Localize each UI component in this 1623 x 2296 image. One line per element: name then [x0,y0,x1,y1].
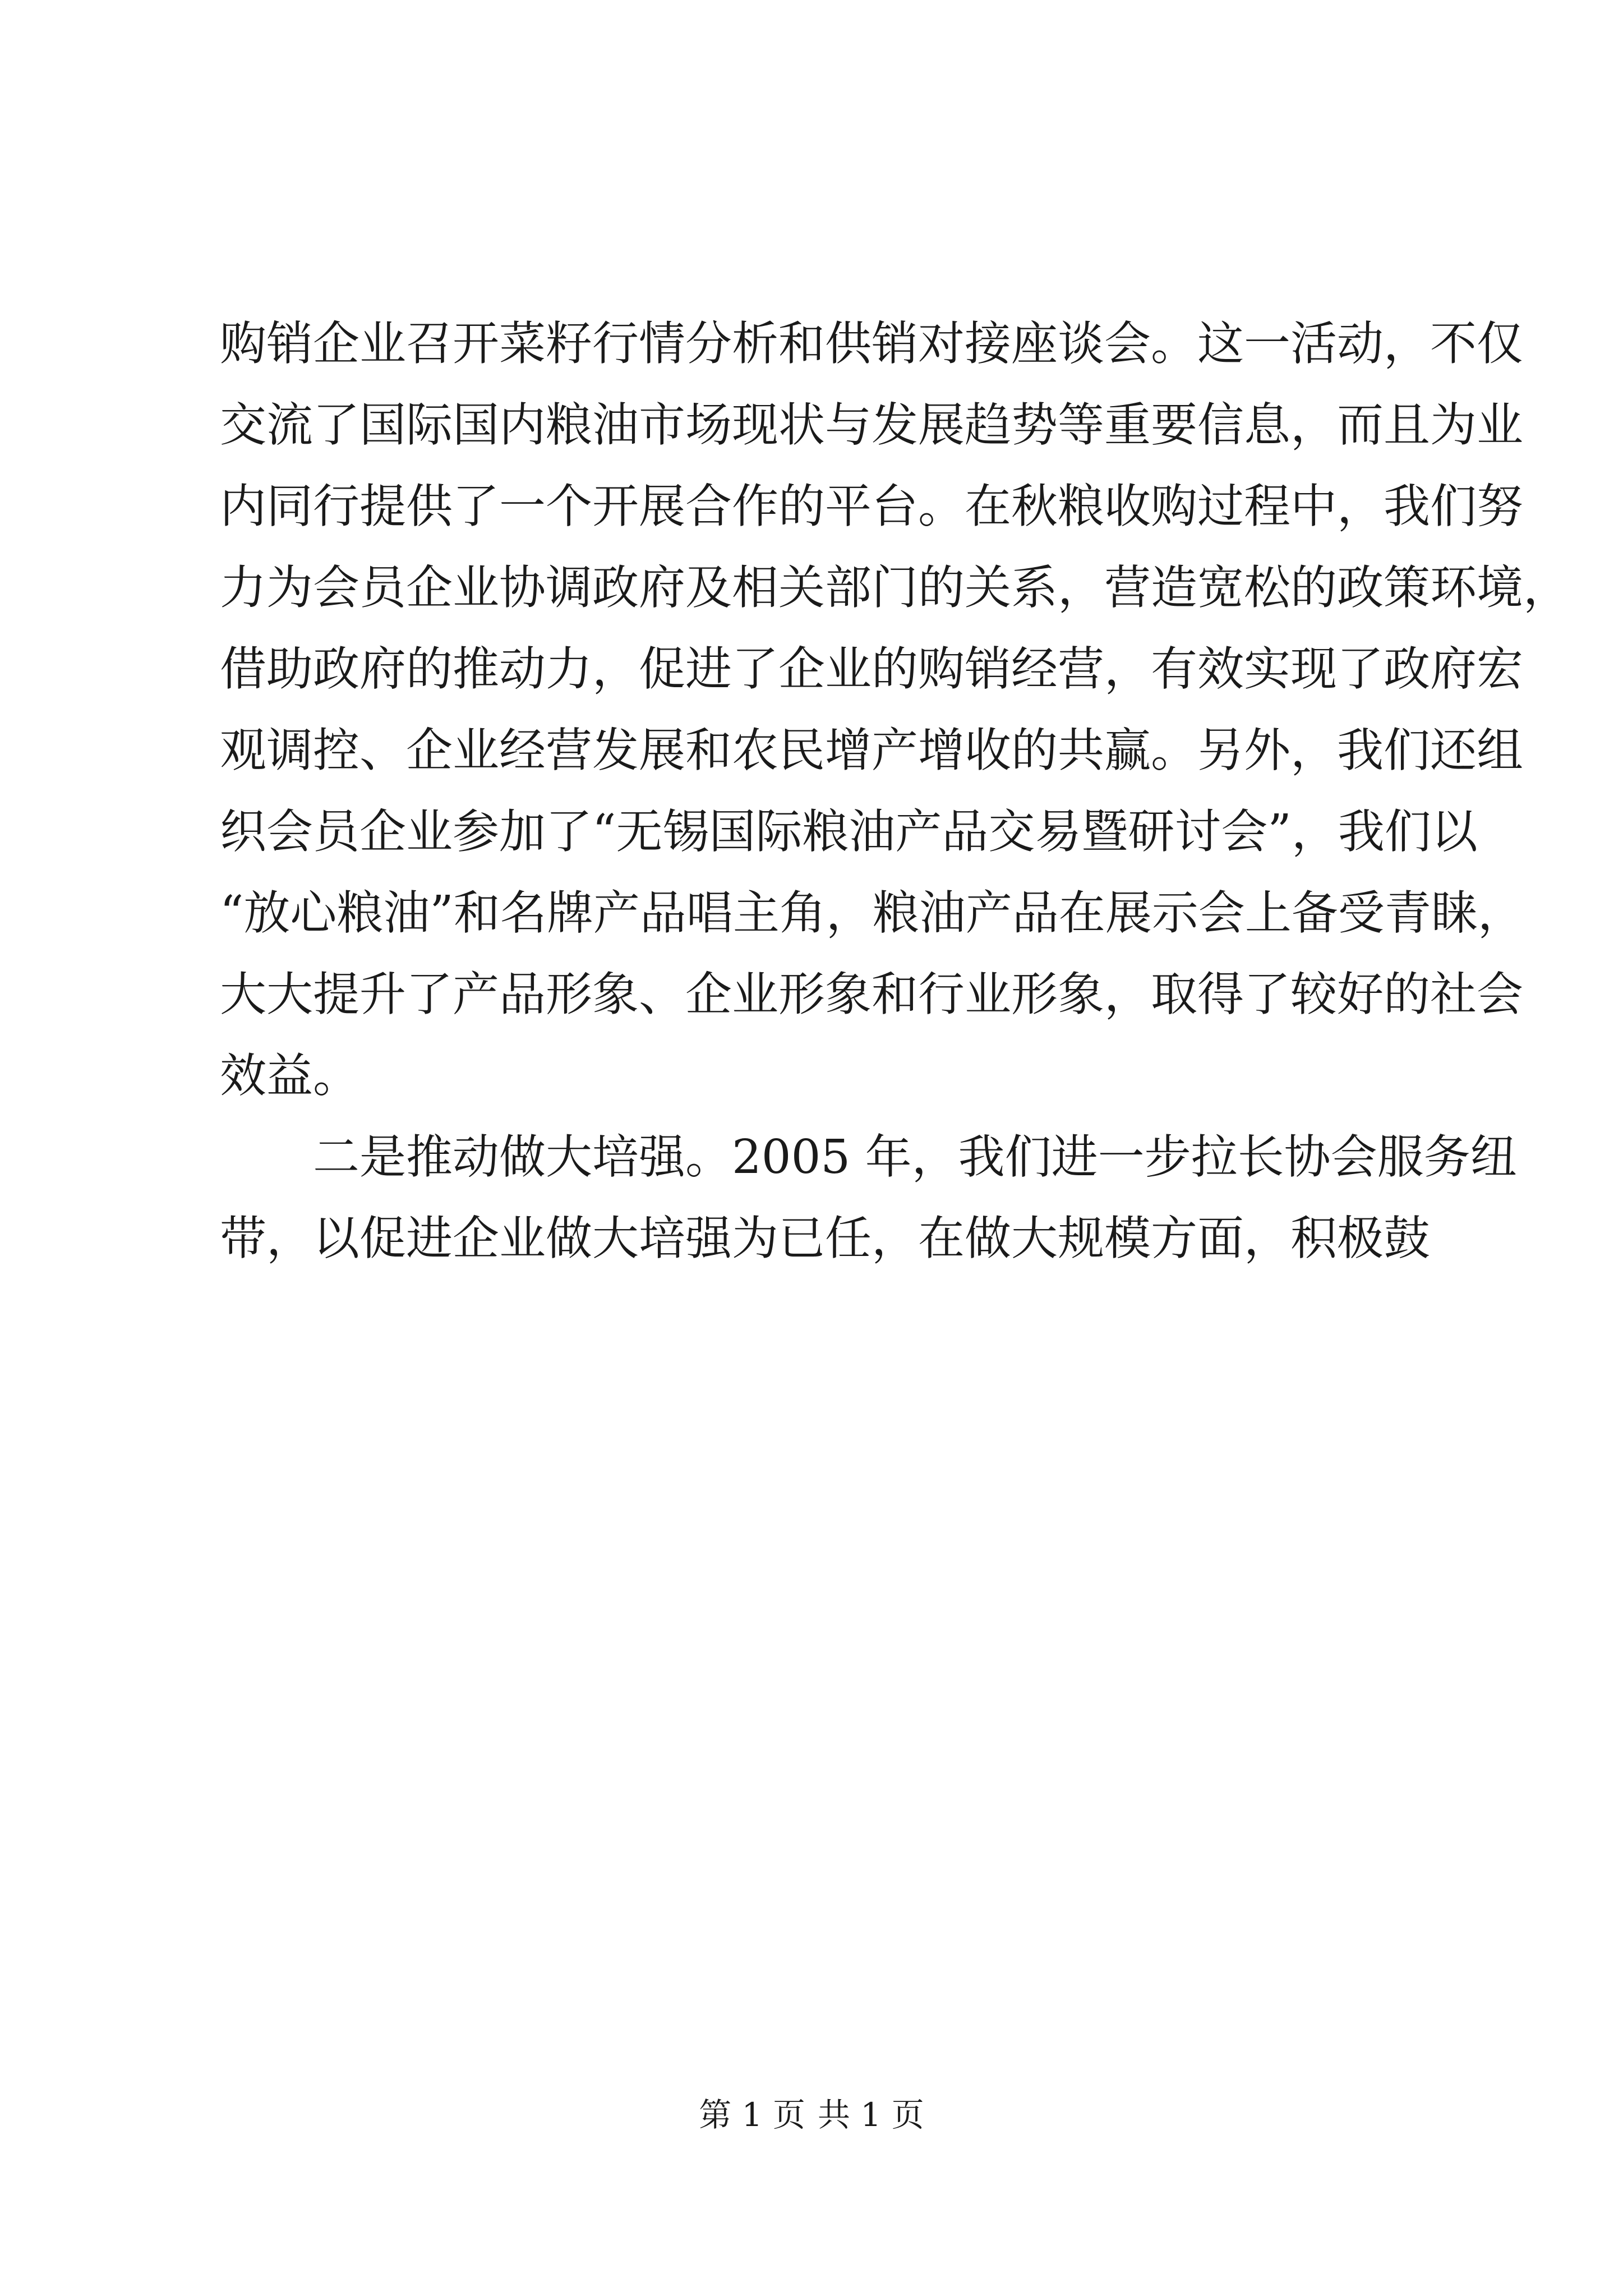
text-line: 交流了国际国内粮油市场现状与发展趋势等重要信息，而且为业 [220,398,1523,452]
paragraph-2 [220,1116,1517,1279]
text-line: 织会员企业参加了“无锡国际粮油产品交易暨研讨会”，我们以 [220,804,1478,859]
page-total: 共 1 页 [818,2096,924,2134]
text-line: 力为会员企业协调政府及相关部门的关系，营造宽松的政策环境， [220,560,1570,615]
paragraph-1 [220,303,1570,1116]
text-line: “放心粮油”和名牌产品唱主角，粮油产品在展示会上备受青睐， [220,886,1524,940]
text-line: 大大提升了产品形象、企业形象和行业形象，取得了较好的社会 [220,967,1523,1022]
text-line: 借助政府的推动力，促进了企业的购销经营，有效实现了政府宏 [220,642,1523,696]
page-number: 第 1 页 [699,2096,805,2134]
text-line: 二是推动做大培强。2005 年，我们进一步拉长协会服务纽 [313,1130,1517,1184]
text-line: 效益。 [220,1048,359,1103]
page-footer [0,2092,1623,2137]
text-line: 观调控、企业经营发展和农民增产增收的共赢。另外，我们还组 [220,723,1523,777]
text-line: 购销企业召开菜籽行情分析和供销对接座谈会。这一活动，不仅 [220,316,1523,371]
body-text [220,303,1570,1279]
text-line: 内同行提供了一个开展合作的平台。在秋粮收购过程中，我们努 [220,479,1523,533]
text-line: 带，以促进企业做大培强为已任，在做大规模方面，积极鼓 [220,1211,1430,1266]
